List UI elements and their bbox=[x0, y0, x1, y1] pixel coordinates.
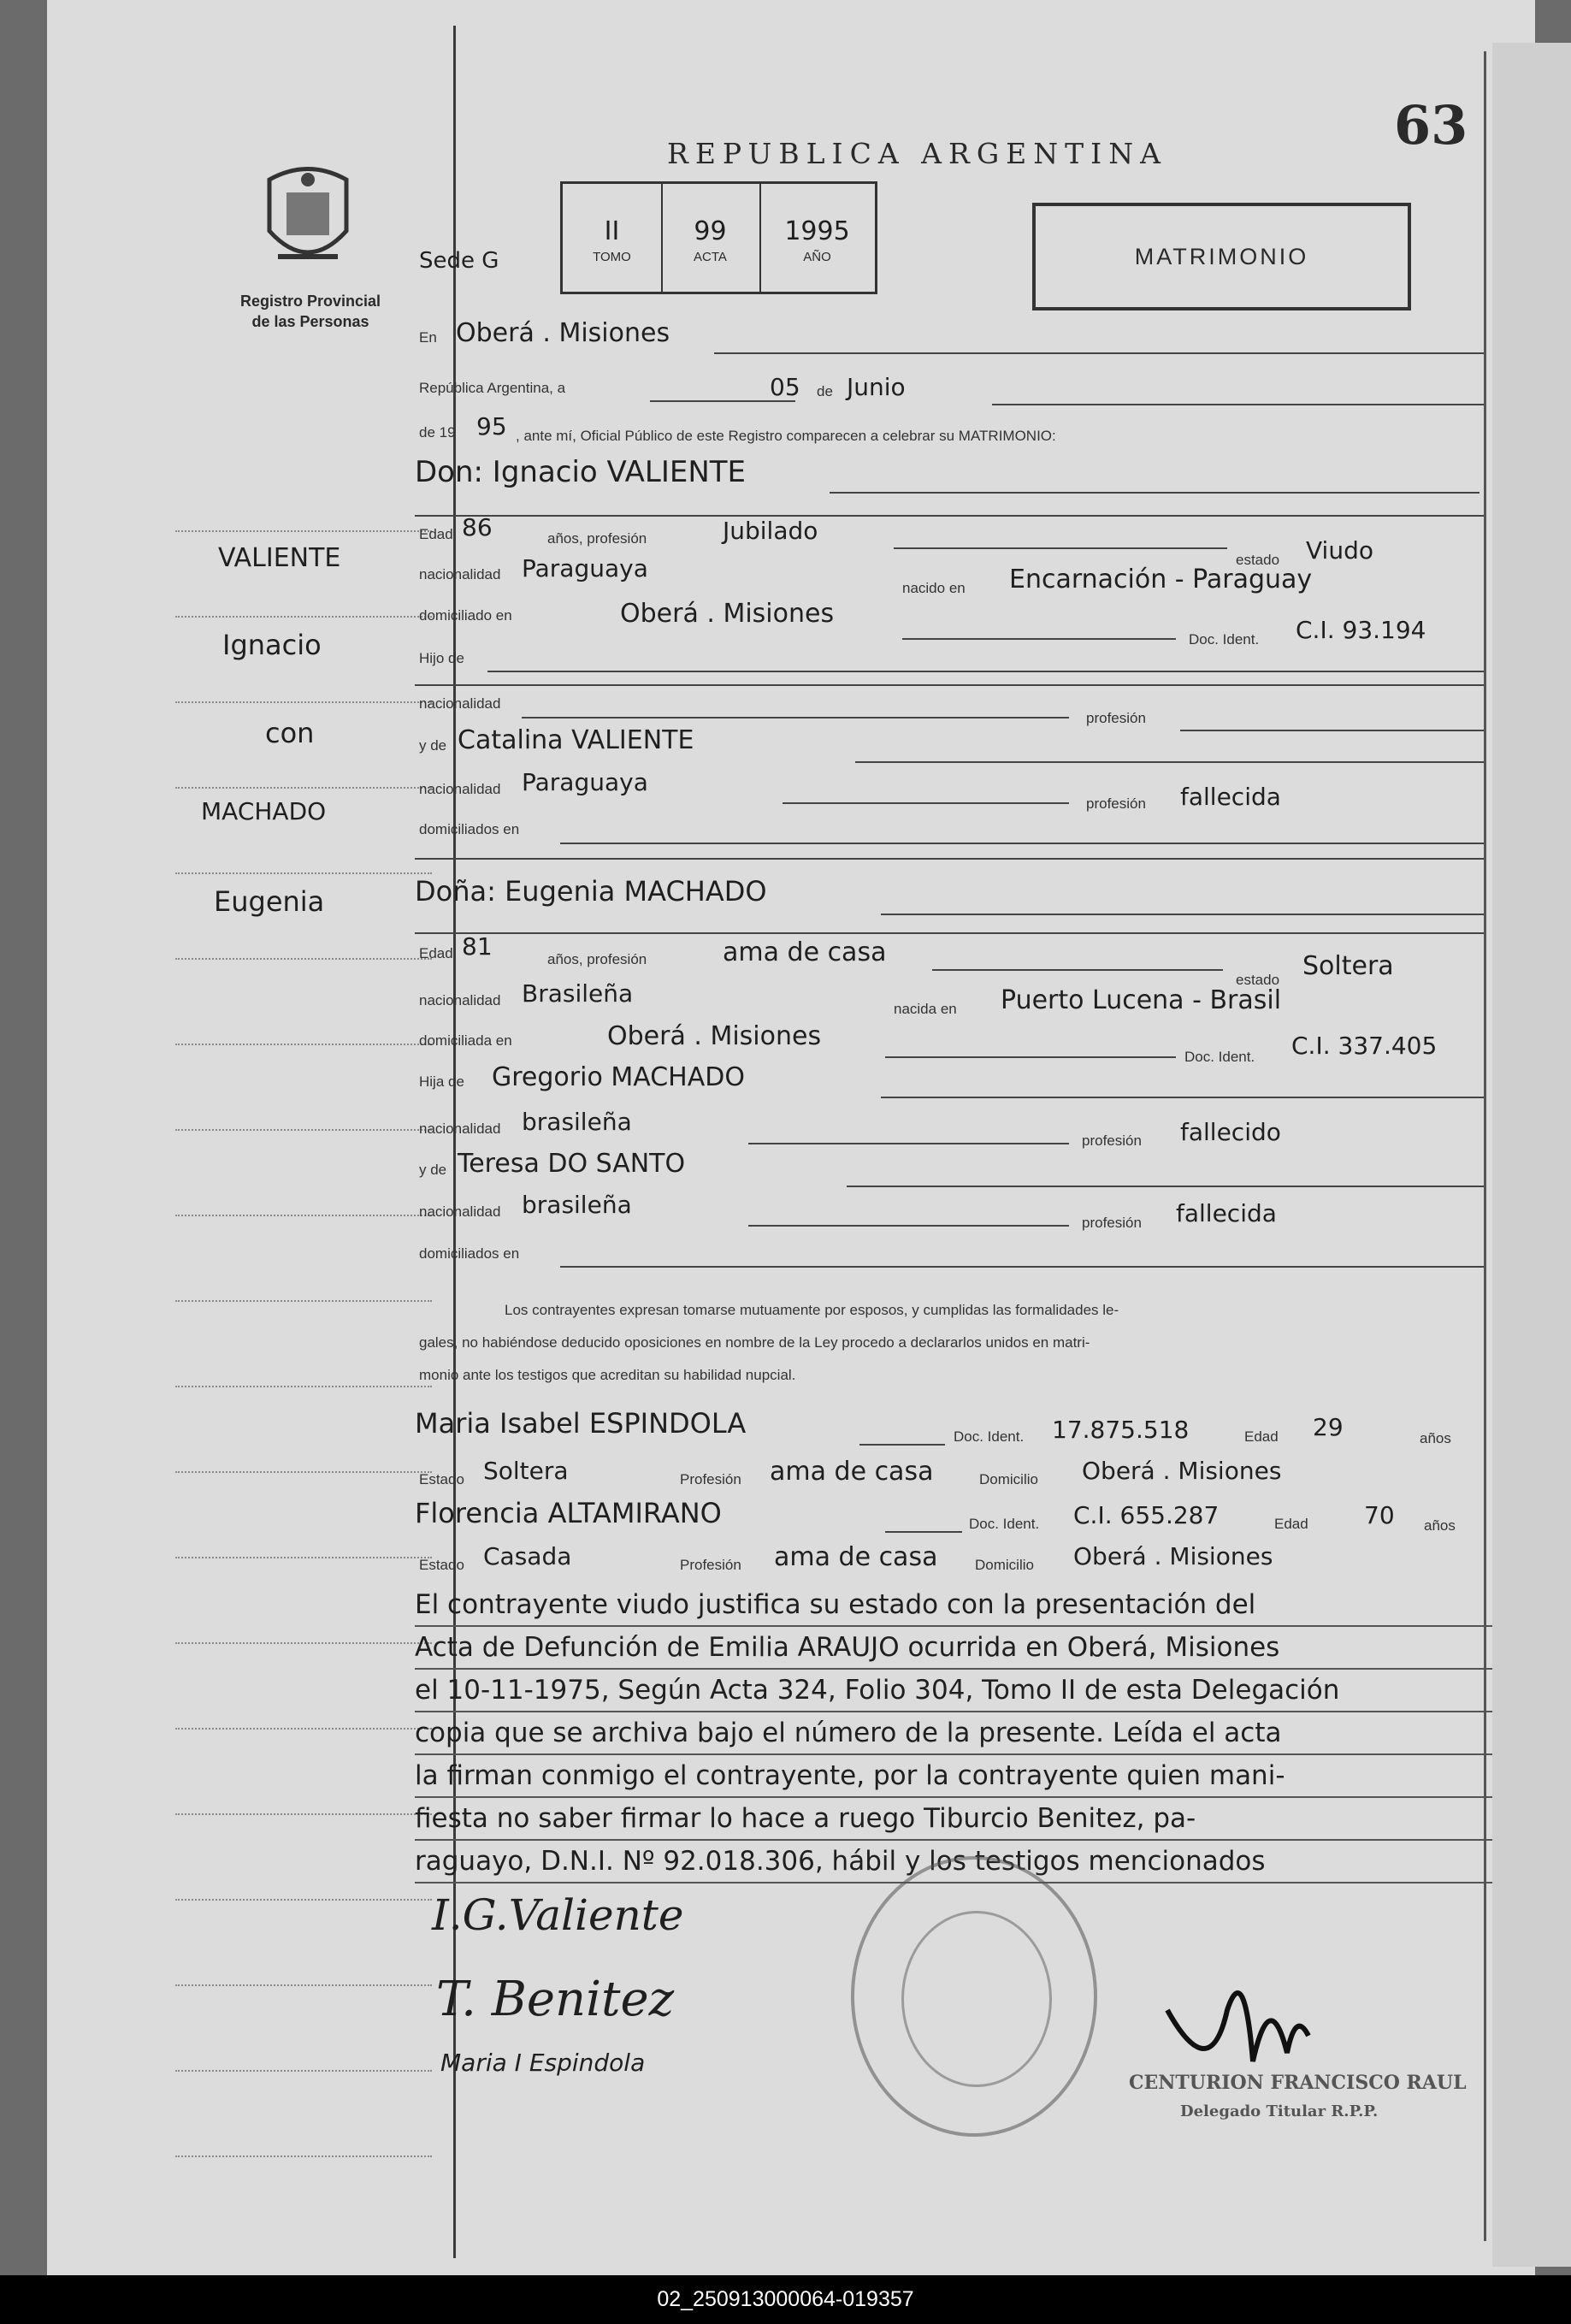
acta-label: ACTA bbox=[694, 250, 727, 264]
bride-nacionalidad: Brasileña bbox=[522, 979, 634, 1008]
registry-name bbox=[174, 291, 447, 332]
note-line-5: la firman conmigo el contrayente, por la contrayente quien mani- bbox=[415, 1755, 1492, 1798]
declaration-text bbox=[419, 1294, 1484, 1392]
groom-mother-label: y de bbox=[419, 737, 447, 754]
acta-value: 99 bbox=[694, 216, 727, 246]
margin-bride-name: Eugenia bbox=[214, 885, 325, 918]
groom-profesion: Jubilado bbox=[723, 517, 818, 545]
witness-1-edad-label: Edad bbox=[1244, 1428, 1279, 1445]
witness-2-doc-label: Doc. Ident. bbox=[969, 1516, 1040, 1532]
groom-domicilio: Oberá . Misiones bbox=[620, 599, 835, 629]
registry-line-1: Registro Provincial bbox=[239, 293, 381, 310]
groom-doc-label: Doc. Ident. bbox=[1189, 631, 1260, 648]
bride-mother-nac: brasileña bbox=[522, 1191, 632, 1219]
groom-nac-label: nacionalidad bbox=[419, 566, 501, 582]
official-title-stamp: Delegado Titular R.P.P. bbox=[1180, 2102, 1379, 2120]
bride-nac-label: nacionalidad bbox=[419, 992, 501, 1008]
witness-1-edad: 29 bbox=[1313, 1413, 1344, 1441]
year-suffix: 95 bbox=[476, 412, 507, 441]
bride-nacida-label: nacida en bbox=[894, 1001, 957, 1017]
groom-edad-label: Edad bbox=[419, 526, 453, 542]
witness-2-edad-label: Edad bbox=[1274, 1516, 1308, 1532]
groom-estado-label: estado bbox=[1236, 552, 1280, 568]
groom-full-name: Don: Ignacio VALIENTE bbox=[415, 455, 747, 489]
groom-edad: 86 bbox=[462, 513, 493, 541]
anio-cell bbox=[759, 184, 875, 292]
witness-2-estado: Casada bbox=[483, 1542, 572, 1570]
groom-mother-prof: fallecida bbox=[1180, 783, 1281, 811]
bride-mother: Teresa DO SANTO bbox=[458, 1149, 686, 1179]
bride-edad: 81 bbox=[462, 932, 493, 961]
month-value: Junio bbox=[847, 373, 906, 401]
bride-dom-label: domiciliada en bbox=[419, 1032, 512, 1049]
margin-groom-name: Ignacio bbox=[222, 629, 322, 661]
right-rule bbox=[1484, 51, 1486, 2241]
record-ref-box bbox=[560, 181, 877, 294]
witness-2-prof-label: Profesión bbox=[680, 1557, 741, 1573]
bride-doc-label: Doc. Ident. bbox=[1184, 1049, 1255, 1065]
sede-note: Sede G bbox=[419, 248, 499, 274]
bride-full-name: Doña: Eugenia MACHADO bbox=[415, 875, 767, 908]
groom-hijo-label: Hijo de bbox=[419, 650, 464, 666]
document-page bbox=[47, 0, 1535, 2275]
bride-mother-prof: fallecida bbox=[1176, 1199, 1277, 1227]
bride-nacida-en: Puerto Lucena - Brasil bbox=[1001, 985, 1282, 1015]
margin-groom-surname: VALIENTE bbox=[218, 543, 341, 573]
margin-connector: con bbox=[265, 717, 315, 749]
anio-label: AÑO bbox=[803, 250, 831, 264]
bride-father-prof-label: profesión bbox=[1082, 1132, 1142, 1149]
year-prefix: de 19 bbox=[419, 424, 456, 441]
note-line-6: fiesta no saber firmar lo hace a ruego Tiburcio Benitez, pa- bbox=[415, 1798, 1492, 1841]
bride-anios-label: años, profesión bbox=[547, 951, 647, 967]
witness-2-dom-label: Domicilio bbox=[975, 1557, 1034, 1573]
acta-cell bbox=[661, 184, 761, 292]
day-value: 05 bbox=[770, 373, 800, 401]
declaration-line-2: gales, no habiéndose deducido oposiciones en nombre de la Ley procedo a declararlos unidos en matri- bbox=[419, 1334, 1090, 1351]
witness-1-doc: 17.875.518 bbox=[1052, 1416, 1190, 1444]
en-label: En bbox=[419, 329, 437, 346]
witness-2-profesion: ama de casa bbox=[774, 1542, 938, 1572]
official-seal-stamp bbox=[851, 1856, 1097, 2137]
bride-father-nac: brasileña bbox=[522, 1108, 632, 1136]
declaration-line-3: monio ante los testigos que acreditan su habilidad nupcial. bbox=[419, 1367, 796, 1383]
country-title: REPUBLICA ARGENTINA bbox=[667, 137, 1167, 170]
republica-label: República Argentina, a bbox=[419, 380, 566, 396]
witness-1-doc-label: Doc. Ident. bbox=[954, 1428, 1025, 1445]
signature-groom: I.G.Valiente bbox=[432, 1890, 684, 1940]
bride-father: Gregorio MACHADO bbox=[492, 1062, 745, 1092]
margin-bride-surname: MACHADO bbox=[201, 797, 327, 825]
note-line-4: copia que se archiva bajo el número de la presente. Leída el acta bbox=[415, 1712, 1492, 1755]
witness-2-estado-label: Estado bbox=[419, 1557, 464, 1573]
official-name-stamp: CENTURION FRANCISCO RAUL bbox=[1129, 2072, 1467, 2094]
declaration-line-1: Los contrayentes expresan tomarse mutuamente por esposos, y cumplidas las formalidades le- bbox=[505, 1302, 1119, 1318]
tomo-cell bbox=[563, 184, 663, 292]
groom-nacido-en: Encarnación - Paraguay bbox=[1009, 565, 1313, 594]
groom-mother-nac-label: nacionalidad bbox=[419, 781, 501, 797]
witness-1-estado: Soltera bbox=[483, 1457, 569, 1485]
groom-doc: C.I. 93.194 bbox=[1296, 616, 1426, 644]
bride-father-prof: fallecido bbox=[1180, 1118, 1281, 1146]
witness-2-anios-label: años bbox=[1424, 1517, 1456, 1534]
witness-2-name: Florencia ALTAMIRANO bbox=[415, 1497, 722, 1529]
witness-2-edad: 70 bbox=[1364, 1501, 1395, 1529]
anio-value: 1995 bbox=[784, 216, 850, 246]
groom-mother-prof-label: profesión bbox=[1086, 795, 1146, 812]
tomo-value: II bbox=[604, 216, 620, 246]
witness-2-doc: C.I. 655.287 bbox=[1073, 1501, 1220, 1529]
registry-line-2: de las Personas bbox=[251, 313, 369, 330]
groom-mother: Catalina VALIENTE bbox=[458, 725, 694, 755]
footer-id: 02_250913000064-019357 bbox=[0, 2275, 1571, 2324]
witness-1-anios-label: años bbox=[1420, 1430, 1451, 1446]
groom-parents-dom-label: domiciliados en bbox=[419, 821, 520, 837]
en-value: Oberá . Misiones bbox=[456, 318, 670, 348]
page-edge-shadow bbox=[1492, 43, 1571, 2267]
note-line-3: el 10-11-1975, Según Acta 324, Folio 304, Tomo II de esta Delegación bbox=[415, 1670, 1492, 1712]
registry-crest-icon bbox=[261, 163, 355, 274]
witness-1-prof-label: Profesión bbox=[680, 1471, 741, 1487]
bride-profesion: ama de casa bbox=[723, 937, 887, 967]
bride-hija-label: Hija de bbox=[419, 1073, 464, 1090]
record-type-box: MATRIMONIO bbox=[1032, 203, 1411, 310]
bride-edad-label: Edad bbox=[419, 945, 453, 961]
groom-father-prof-label: profesión bbox=[1086, 710, 1146, 726]
groom-dom-label: domiciliado en bbox=[419, 607, 512, 624]
bride-estado-label: estado bbox=[1236, 972, 1280, 988]
groom-nacido-label: nacido en bbox=[902, 580, 966, 596]
witness-2-domicilio: Oberá . Misiones bbox=[1073, 1542, 1273, 1570]
signature-benitez: T. Benitez bbox=[436, 1972, 675, 2027]
witness-1-profesion: ama de casa bbox=[770, 1457, 934, 1487]
note-line-1: El contrayente viudo justifica su estado con la presentación del bbox=[415, 1584, 1492, 1627]
statement: , ante mí, Oficial Público de este Registro comparecen a celebrar su MATRIMONIO: bbox=[516, 428, 1056, 444]
witness-1-dom-label: Domicilio bbox=[979, 1471, 1038, 1487]
bride-domicilio: Oberá . Misiones bbox=[607, 1021, 822, 1051]
handwritten-notes bbox=[415, 1584, 1492, 1883]
witness-1-name: Maria Isabel ESPINDOLA bbox=[415, 1407, 747, 1440]
groom-estado: Viudo bbox=[1306, 536, 1373, 565]
bride-parents-dom-label: domiciliados en bbox=[419, 1245, 520, 1262]
witness-1-estado-label: Estado bbox=[419, 1471, 464, 1487]
note-line-7: raguayo, D.N.I. Nº 92.018.306, hábil y los testigos mencionados bbox=[415, 1841, 1492, 1883]
page-number: 63 bbox=[1394, 94, 1468, 157]
bride-doc: C.I. 337.405 bbox=[1291, 1032, 1438, 1060]
bride-mother-prof-label: profesión bbox=[1082, 1215, 1142, 1231]
groom-anios-label: años, profesión bbox=[547, 530, 647, 547]
witness-1-domicilio: Oberá . Misiones bbox=[1082, 1457, 1282, 1485]
tomo-label: TOMO bbox=[593, 250, 631, 264]
bride-mother-label: y de bbox=[419, 1162, 447, 1178]
groom-father-nac-label: nacionalidad bbox=[419, 695, 501, 712]
groom-nacionalidad: Paraguaya bbox=[522, 554, 648, 582]
bride-father-nac-label: nacionalidad bbox=[419, 1121, 501, 1137]
note-line-2: Acta de Defunción de Emilia ARAUJO ocurrida en Oberá, Misiones bbox=[415, 1627, 1492, 1670]
de-label: de bbox=[817, 383, 833, 399]
bride-mother-nac-label: nacionalidad bbox=[419, 1203, 501, 1220]
groom-mother-nac: Paraguaya bbox=[522, 768, 648, 796]
bride-estado: Soltera bbox=[1302, 951, 1394, 981]
signature-witness: Maria I Espindola bbox=[440, 2049, 646, 2077]
